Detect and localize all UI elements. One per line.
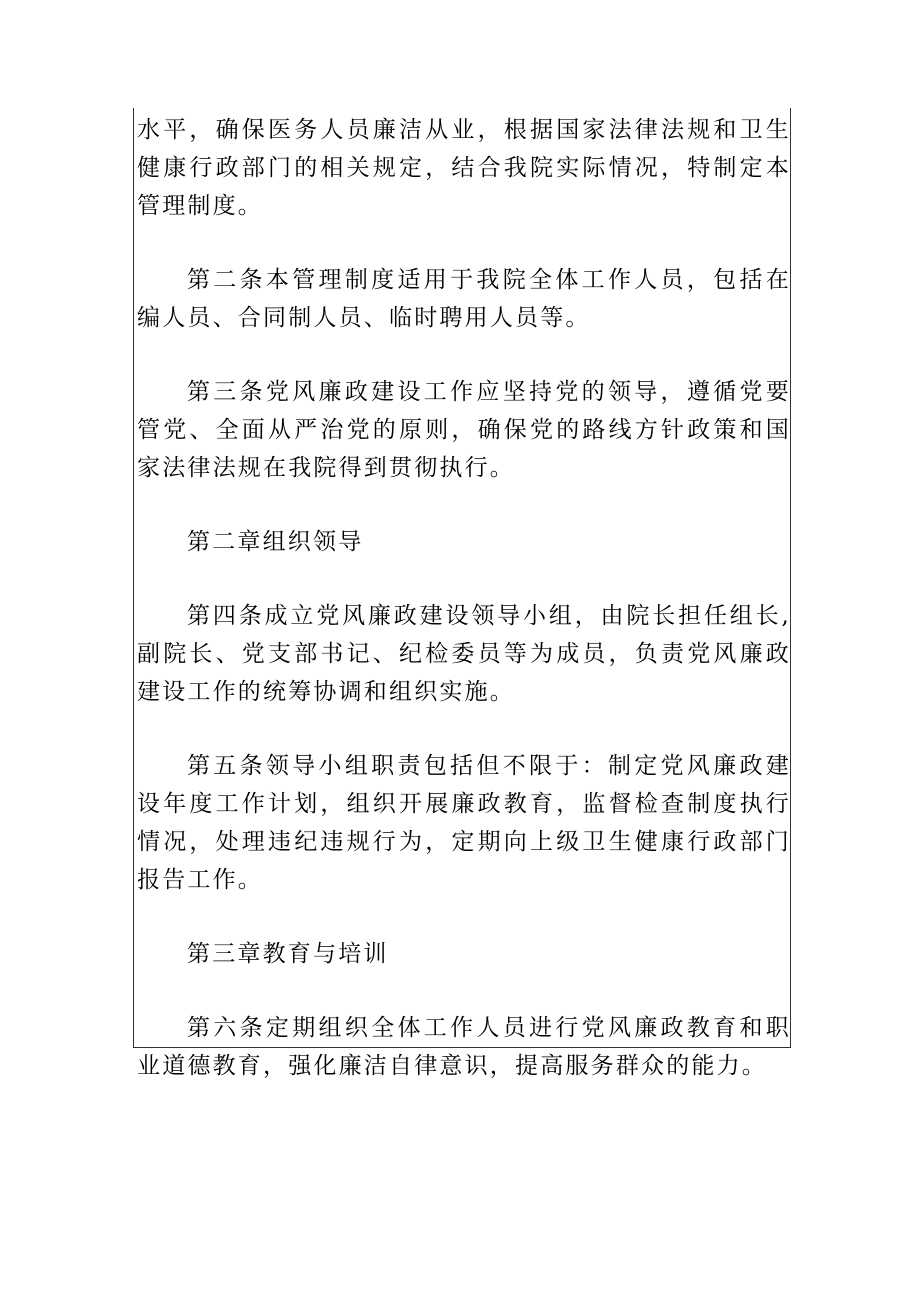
chapter-2-heading: 第二章组织领导 (187, 529, 364, 555)
article-5: 第五条领导小组职责包括但不限于：制定党风廉政建设年度工作计划，组织开展廉政教育，监督检查制度执行情况，处理违纪违规行为，定期向上级卫生健康行政部门报告工作。 (137, 753, 791, 893)
article-2: 第二条本管理制度适用于我院全体工作人员，包括在编人员、合同制人员、临时聘用人员等。 (137, 267, 791, 331)
paragraph-continuation: 水平，确保医务人员廉洁从业，根据国家法律法规和卫生健康行政部门的相关规定，结合我院实际情况，特制定本管理制度。 (137, 117, 791, 219)
article-4: 第四条成立党风廉政建设领导小组，由院长担任组长,副院长、党支部书记、纪检委员等为成员，负责党风廉政建设工作的统筹协调和组织实施。 (137, 603, 791, 705)
document-body (137, 111, 791, 1085)
article-6: 第六条定期组织全体工作人员进行党风廉政教育和职业道德教育，强化廉洁自律意识，提高服务群众的能力。 (137, 1015, 791, 1079)
article-3: 第三条党风廉政建设工作应坚持党的领导，遵循党要管党、全面从严治党的原则，确保党的路线方针政策和国家法律法规在我院得到贯彻执行。 (137, 379, 791, 481)
chapter-3-heading: 第三章教育与培训 (187, 941, 389, 967)
